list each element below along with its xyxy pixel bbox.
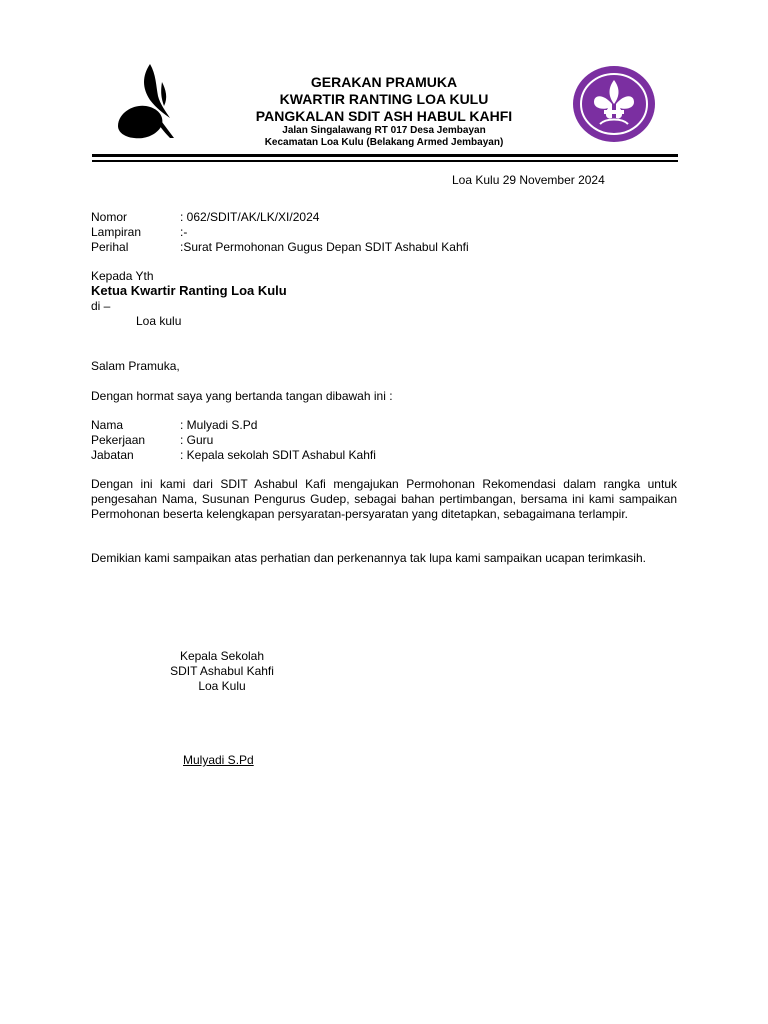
- nomor-label: Nomor: [91, 210, 128, 224]
- perihal-label: Perihal: [91, 240, 129, 254]
- header-address-1: Jalan Singalawang RT 017 Desa Jembayan: [282, 125, 486, 136]
- header-line-3: PANGKALAN SDIT ASH HABUL KAHFI: [255, 108, 513, 124]
- perihal-value: :Surat Permohonan Gugus Depan SDIT Ashabul Kahfi: [180, 240, 469, 254]
- header-divider-thick: [92, 154, 678, 157]
- header-divider-thin: [92, 160, 678, 162]
- signature-place: Loa Kulu: [198, 679, 246, 693]
- jabatan-value: : Kepala sekolah SDIT Ashabul Kahfi: [180, 448, 376, 462]
- header-line-1: GERAKAN PRAMUKA: [310, 74, 458, 90]
- recipient-kepada: Kepada Yth: [91, 269, 154, 283]
- recipient-place: Loa kulu: [136, 314, 182, 328]
- recipient-name: Ketua Kwartir Ranting Loa Kulu: [91, 283, 287, 298]
- header-address-2: Kecamatan Loa Kulu (Belakang Armed Jembayan): [264, 137, 504, 148]
- body-paragraph-2: Demikian kami sampaikan atas perhatian dan perkenannya tak lupa kami sampaikan ucapan terimkasih.: [91, 551, 646, 565]
- tunas-kelapa-icon: [112, 60, 176, 144]
- lampiran-value: :-: [180, 225, 188, 239]
- letter-date: Loa Kulu 29 November 2024: [452, 173, 605, 187]
- signature-school: SDIT Ashabul Kahfi: [170, 664, 274, 678]
- pekerjaan-label: Pekerjaan: [91, 433, 146, 447]
- nama-label: Nama: [91, 418, 124, 432]
- jabatan-label: Jabatan: [91, 448, 134, 462]
- signature-title: Kepala Sekolah: [179, 649, 265, 663]
- tunas-kelapa-logo: [112, 60, 176, 144]
- nomor-value: : 062/SDIT/AK/LK/XI/2024: [180, 210, 320, 224]
- header-line-2: KWARTIR RANTING LOA KULU: [279, 91, 489, 107]
- recipient-di: di –: [91, 299, 111, 313]
- pekerjaan-value: : Guru: [180, 433, 214, 447]
- nama-value: : Mulyadi S.Pd: [180, 418, 258, 432]
- intro-line: Dengan hormat saya yang bertanda tangan dibawah ini :: [91, 389, 393, 403]
- lampiran-label: Lampiran: [91, 225, 142, 239]
- body-paragraph-1: Dengan ini kami dari SDIT Ashabul Kafi mengajukan Permohonan Rekomendasi dalam rangka untuk pengesahan Nama, Susunan Pengurus Gudep, sebagai bahan pertimbangan, bersama ini kami sampaikan Permohonan beserta kelengkapan persyaratan-persyaratan yang ditetapkan, sebagaimana terlampir.: [91, 477, 677, 521]
- greeting: Salam Pramuka,: [91, 359, 180, 373]
- signatory-name: Mulyadi S.Pd: [183, 753, 254, 767]
